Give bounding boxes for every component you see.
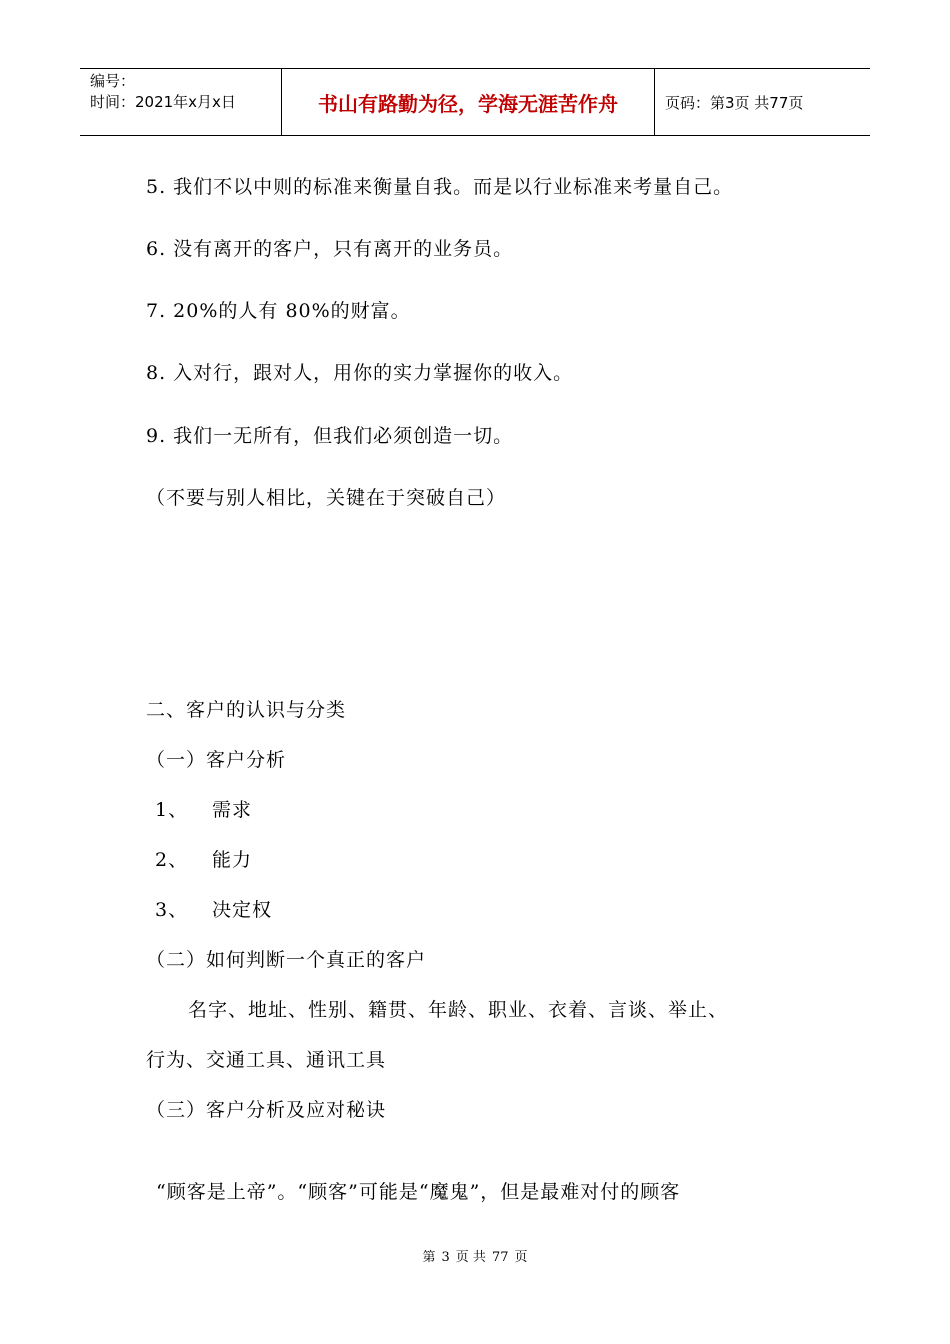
- footer-total-pages: 77: [491, 1250, 509, 1265]
- footer-mid: 页 共: [455, 1250, 486, 1265]
- page-footer: [0, 1246, 950, 1265]
- principle-5: 5. 我们不以中则的标准来衡量自我。而是以行业标准来考量自己。: [146, 176, 734, 198]
- subsection-title-3: （三）客户分析及应对秘诀: [146, 1099, 387, 1121]
- number-label: 编号：: [90, 72, 136, 90]
- header-meta: [80, 69, 282, 135]
- section-title: 二、客户的认识与分类: [146, 699, 347, 721]
- footer-prefix: 第: [422, 1250, 436, 1265]
- header-motto: 书山有路勤为径，学海无涯苦作舟: [282, 69, 655, 135]
- list-item-number: 3、: [155, 899, 189, 921]
- subsection-title-2: （二）如何判断一个真正的客户: [146, 949, 427, 971]
- footer-page-number: 3: [441, 1250, 450, 1265]
- list-item-text: 决定权: [212, 899, 273, 921]
- paragraph-line: 行为、交通工具、通讯工具: [146, 1049, 387, 1071]
- list-item-number: 2、: [155, 849, 189, 871]
- quote-line: “顾客是上帝”。“顾客”可能是“魔鬼”，但是最难对付的顾客: [156, 1181, 681, 1203]
- footer-suffix: 页: [514, 1250, 528, 1265]
- principle-6: 6. 没有离开的客户，只有离开的业务员。: [146, 238, 514, 260]
- note-paragraph: （不要与别人相比，关键在于突破自己）: [146, 487, 507, 509]
- paragraph-line: 名字、地址、性别、籍贯、年龄、职业、衣着、言谈、举止、: [188, 999, 729, 1021]
- list-item-text: 能力: [212, 849, 253, 871]
- principle-8: 8. 入对行，跟对人，用你的实力掌握你的收入。: [146, 362, 574, 384]
- list-item-text: 需求: [212, 799, 253, 821]
- document-header: [80, 68, 870, 136]
- principle-7: 7. 20%的人有 80%的财富。: [146, 300, 411, 322]
- time-label: 时间：2021年x月x日: [90, 93, 236, 111]
- subsection-title-1: （一）客户分析: [146, 749, 287, 771]
- principle-9: 9. 我们一无所有，但我们必须创造一切。: [146, 425, 514, 447]
- list-item-number: 1、: [155, 799, 189, 821]
- header-page-info: 页码：第3页 共77页: [665, 93, 804, 112]
